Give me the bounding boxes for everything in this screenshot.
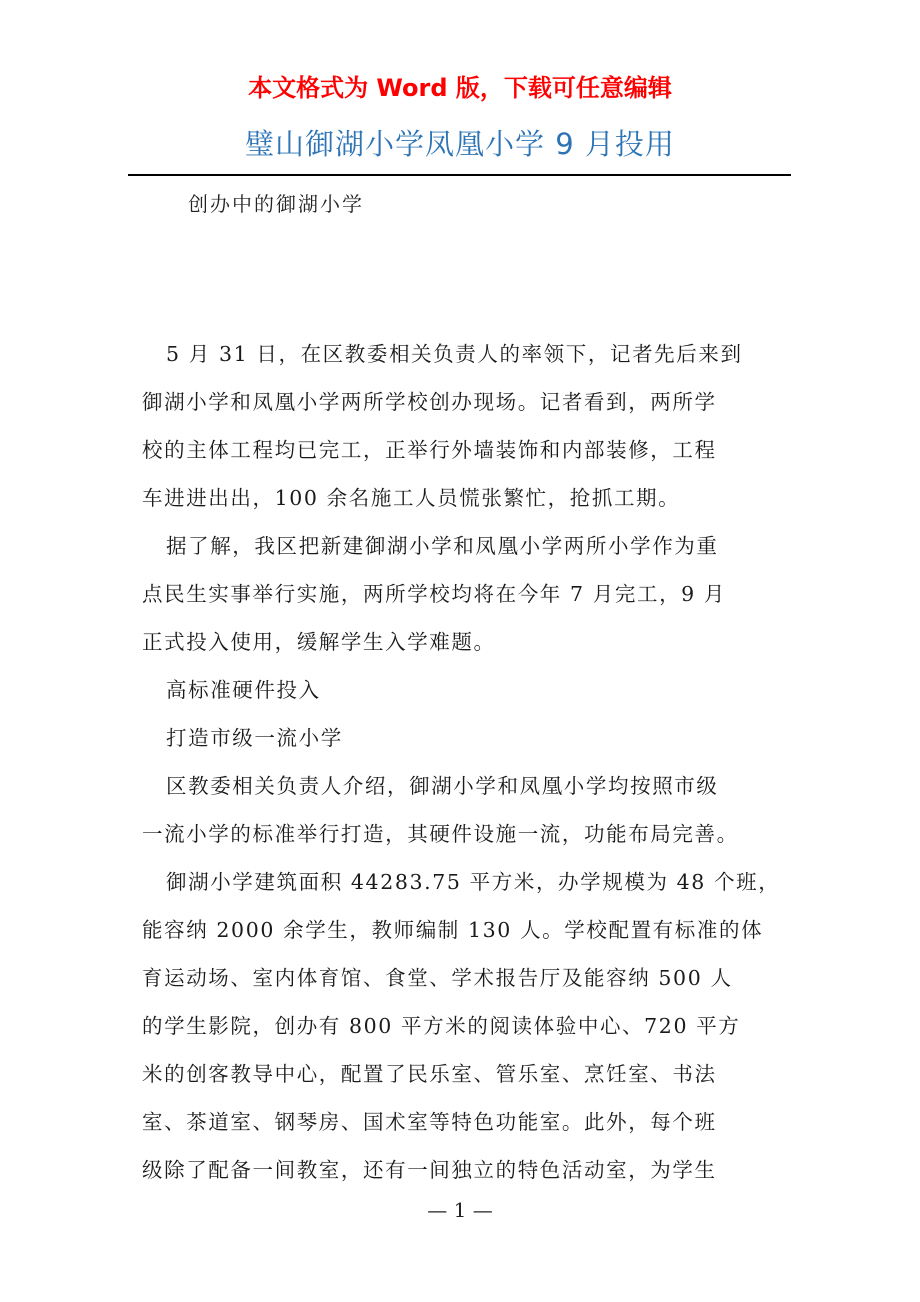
paragraph-line: 级除了配备一间教室，还有一间独立的特色活动室，为学生 xyxy=(142,1158,717,1182)
paragraph-line: 车进进出出，100 余名施工人员慌张繁忙，抢抓工期。 xyxy=(142,486,681,510)
paragraph-line: 御湖小学建筑面积 44283.75 平方米，办学规模为 48 个班， xyxy=(166,870,781,894)
title-divider xyxy=(128,174,791,176)
paragraph-line: 室、茶道室、钢琴房、国术室等特色功能室。此外，每个班 xyxy=(142,1110,717,1134)
paragraph-line: 的学生影院，创办有 800 平方米的阅读体验中心、720 平方 xyxy=(142,1014,741,1038)
page-number: — 1 — xyxy=(427,1198,493,1222)
paragraph-line: 育运动场、室内体育馆、食堂、学术报告厅及能容纳 500 人 xyxy=(142,966,733,990)
paragraph-line: 点民生实事举行实施，两所学校均将在今年 7 月完工，9 月 xyxy=(142,582,727,606)
section-heading-line: 打造市级一流小学 xyxy=(166,726,343,750)
paragraph-line: 区教委相关负责人介绍，御湖小学和凤凰小学均按照市级 xyxy=(166,774,719,798)
document-title: 璧山御湖小学凤凰小学 9 月投用 xyxy=(245,127,675,161)
paragraph-line: 正式投入使用，缓解学生入学难题。 xyxy=(142,630,496,654)
paragraph-line: 一流小学的标准举行打造，其硬件设施一流，功能布局完善。 xyxy=(142,822,739,846)
paragraph-line: 御湖小学和凤凰小学两所学校创办现场。记者看到，两所学 xyxy=(142,390,717,414)
section-heading-line: 高标准硬件投入 xyxy=(166,678,321,702)
paragraph-line: 5 月 31 日，在区教委相关负责人的率领下，记者先后来到 xyxy=(166,342,743,366)
paragraph-line: 据了解，我区把新建御湖小学和凤凰小学两所小学作为重 xyxy=(166,534,719,558)
article-body xyxy=(142,330,782,1194)
paragraph-line: 米的创客教导中心，配置了民乐室、管乐室、烹饪室、书法 xyxy=(142,1062,717,1086)
paragraph-line: 校的主体工程均已完工，正举行外墙装饰和内部装修，工程 xyxy=(142,438,717,462)
paragraph-line: 能容纳 2000 余学生，教师编制 130 人。学校配置有标准的体 xyxy=(142,918,764,942)
subheading: 创办中的御湖小学 xyxy=(188,192,364,216)
word-format-notice: 本文格式为 Word 版，下载可任意编辑 xyxy=(248,74,672,102)
